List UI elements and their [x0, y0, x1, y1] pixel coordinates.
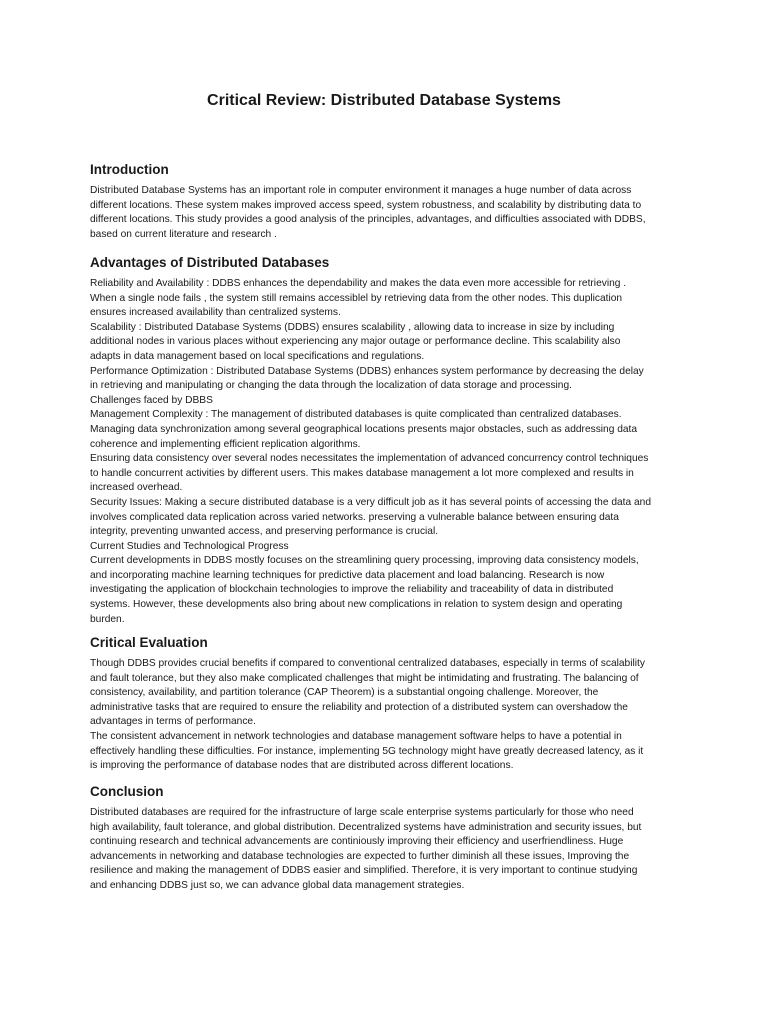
paragraph-line: is improving the performance of database nodes that are distributed across different locations.	[90, 760, 514, 772]
section-heading: Advantages of Distributed Databases	[90, 255, 330, 270]
paragraph-line: involves complicated data replication across varied networks. preserving a vulnerable balance between ensuring data	[90, 511, 619, 523]
paragraph-line: advantages in terms of performance.	[90, 716, 256, 728]
paragraph-line: Ensuring data consistency over several nodes necessitates the implementation of advanced concurrency control techniques	[90, 453, 649, 465]
paragraph-line: Current developments in DDBS mostly focuses on the streamlining query processing, improving data consistency models,	[90, 555, 639, 567]
paragraph-line: Challenges faced by DBBS	[90, 394, 213, 406]
paragraph-line: Performance Optimization : Distributed Database Systems (DDBS) enhances system performance by decreasing the delay	[90, 365, 644, 377]
paragraph-line: Scalability : Distributed Database Systems (DDBS) ensures scalability , allowing data to increase in size by including	[90, 321, 615, 333]
section-body	[90, 806, 690, 894]
section-critical-evaluation	[90, 634, 690, 774]
paragraph-line: When a single node fails , the system still remains accessiblel by retrieving data from the other nodes. This duplication	[90, 292, 623, 304]
paragraph-line: advancements in networking and database technologies are expected to further diminish all these issues, Improving the	[90, 850, 630, 862]
paragraph-line: administrative tasks that are required to ensure the reliability and protection of a distributed system can overshadow the	[90, 701, 628, 713]
paragraph-line: continuing research and technical advancements are continiously improving their efficiency and userfriendliness. Huge	[90, 836, 624, 848]
paragraph-line: Distributed databases are required for the infrastructure of large scale enterprise systems particularly for those who need	[90, 807, 634, 818]
paragraph-line: Though DDBS provides crucial benefits if compared to conventional centralized databases, especially in terms of scalability	[90, 658, 645, 669]
section-introduction	[90, 161, 690, 242]
section-heading: Conclusion	[90, 784, 164, 799]
paragraph-line: high availability, fault tolerance, and global distribution. Decentralized systems have administration and security issues, but	[90, 821, 642, 833]
paragraph-line: systems. However, these developments also bring about new complications in relation to system design and operating	[90, 599, 623, 611]
paragraph-line: different locations. These system makes improved access speed, system robustness, and scalability by distributing data to	[90, 199, 642, 211]
paragraph-line: Reliability and Availability : DDBS enhances the dependability and makes the data even more accessible for retrieving .	[90, 278, 627, 289]
paragraph-line: adapts in data management based on local specifications and regulations.	[90, 350, 425, 362]
section-body	[90, 277, 690, 627]
paragraph-line: Distributed Database Systems has an important role in computer environment it manages a huge number of data across	[90, 185, 632, 196]
paragraph-line: coherence and implementing efficient replication algorithms.	[90, 438, 361, 450]
paragraph-line: resilience and making the management of DDBS easier and simplified. Therefore, it is very important to continue studying	[90, 865, 638, 877]
paragraph-line: additional nodes in various places without experiencing any major outage or performance decline. This scalability also	[90, 336, 621, 348]
paragraph-line: burden.	[90, 613, 125, 625]
page-title: Critical Review: Distributed Database Systems	[207, 92, 561, 109]
paragraph-line: and incorporating machine learning techniques for predictive data placement and load balancing. Research is now	[90, 569, 605, 581]
paragraph-line: investigating the application of blockchain technologies to improve the reliability and traceability of data in distributed	[90, 584, 614, 596]
paragraph-line: Security Issues: Making a secure distributed database is a very difficult job as it has several points of accessing the data and	[90, 496, 651, 508]
paragraph-line: integrity, preventing unwanted access, and preserving performance is crucial.	[90, 526, 439, 538]
paragraph-line: increased overhead.	[90, 482, 183, 494]
section-body	[90, 657, 690, 774]
paragraph-line: consistency, availability, and partition tolerance (CAP Theorem) is a substantial ongoing challenge. Moreover, the	[90, 687, 599, 699]
paragraph-line: Management Complexity : The management of distributed databases is quite complicated than centralized databases.	[90, 409, 622, 421]
section-heading: Introduction	[90, 162, 169, 177]
paragraph-line: to handle concurrent activities by different users. This makes database management a lot more complexed and results in	[90, 467, 634, 479]
paragraph-line: ensures increased availability than centralized systems.	[90, 307, 341, 319]
paragraph-line: and enhancing DDBS just so, we can advance global data management strategies.	[90, 879, 465, 891]
section-heading: Critical Evaluation	[90, 635, 208, 650]
section-advantages	[90, 254, 690, 627]
section-body	[90, 184, 690, 242]
paragraph-line: Managing data synchronization among several geographical locations presents major obstacles, such as addressing data	[90, 423, 638, 435]
paragraph-line: based on current literature and research .	[90, 228, 277, 240]
paragraph-line: effectively handling these difficulties. For instance, implementing 5G technology might have greatly decreased latency, as it	[90, 745, 644, 757]
paragraph-line: in retrieving and manipulating or changing the data through the localization of data storage and processing.	[90, 380, 572, 392]
paragraph-line: and fault tolerance, but they also make complicated challenges that might be intimidating and frustrating. The balancing of	[90, 672, 639, 684]
paragraph-line: The consistent advancement in network technologies and database management software helps to have a potential in	[90, 730, 622, 742]
paragraph-line: different locations. This study provides a good analysis of the principles, advantages, and difficulties associated with DDBS,	[90, 214, 646, 226]
paragraph-line: Current Studies and Technological Progress	[90, 540, 289, 552]
section-conclusion	[90, 783, 690, 894]
